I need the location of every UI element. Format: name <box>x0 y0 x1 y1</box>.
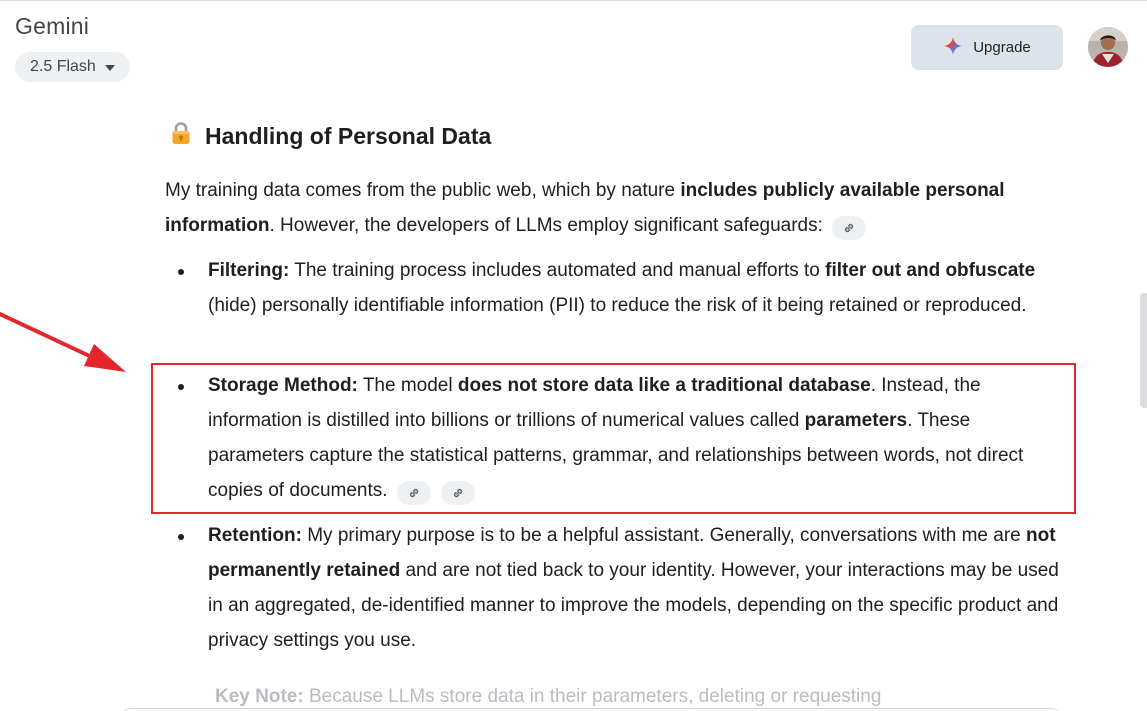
link-icon <box>842 221 856 235</box>
annotation-arrow-icon <box>0 306 130 376</box>
key-note-label: Key Note: <box>215 686 304 707</box>
bullet-label: Filtering: <box>208 260 290 281</box>
bullet-bold-2: parameters <box>804 410 908 431</box>
app-title: Gemini <box>15 13 90 39</box>
upgrade-button[interactable] <box>911 25 1063 70</box>
bullet-filtering <box>208 253 1068 323</box>
bullet-bold: not permanently retained <box>208 525 1056 581</box>
key-note <box>215 682 881 711</box>
avatar[interactable] <box>1088 27 1128 67</box>
bullet-retention <box>208 518 1068 658</box>
gemini-sparkle-icon <box>943 36 963 60</box>
section-heading <box>168 120 491 152</box>
bullet-dot <box>178 534 184 540</box>
intro-paragraph <box>165 173 1035 243</box>
bullet-label: Storage Method: <box>208 375 358 396</box>
bullet-text-mid: . Instead, the information is distilled into billions or trillions of numerical values called <box>208 375 981 431</box>
bullet-text: The model <box>357 375 458 396</box>
intro-bold: includes publicly available personal information <box>165 180 1005 236</box>
bullet-text-end: and are not tied back to your identity. However, your interactions may be used in an aggregated, de-identified manner to improve the models, depending on the specific product and privacy settings you use. <box>208 560 1059 651</box>
bullet-text: The training process includes automated and manual efforts to <box>289 260 826 281</box>
annotation-highlight-box <box>151 363 1076 514</box>
bullet-text: My primary purpose is to be a helpful assistant. Generally, conversations with me are <box>301 525 1027 546</box>
intro-text-end: . However, the developers of LLMs employ significant safeguards: <box>269 215 823 236</box>
upgrade-label: Upgrade <box>973 39 1031 56</box>
model-selector[interactable] <box>15 52 130 82</box>
bullet-label: Retention: <box>208 525 302 546</box>
lock-icon <box>168 120 194 152</box>
bullet-dot <box>178 269 184 275</box>
model-selector-label: 2.5 Flash <box>30 58 96 75</box>
bullet-bold: filter out and obfuscate <box>825 260 1036 281</box>
intro-text: My training data comes from the public web, which by nature <box>165 180 681 201</box>
section-title: Handling of Personal Data <box>205 122 492 149</box>
chevron-down-icon <box>105 65 115 71</box>
bullet-text-end: . These parameters capture the statistical patterns, grammar, and relationships between words, not direct copies of documents. <box>208 410 1024 501</box>
key-note-text: Because LLMs store data in their parameters, deleting or requesting <box>303 686 882 707</box>
source-link-chip[interactable] <box>832 216 866 240</box>
bullet-bold: does not store data like a traditional database <box>457 375 871 396</box>
bullet-text-end: (hide) personally identifiable information (PII) to reduce the risk of it being retained or reproduced. <box>208 295 1027 316</box>
scrollbar-thumb[interactable] <box>1140 293 1147 408</box>
